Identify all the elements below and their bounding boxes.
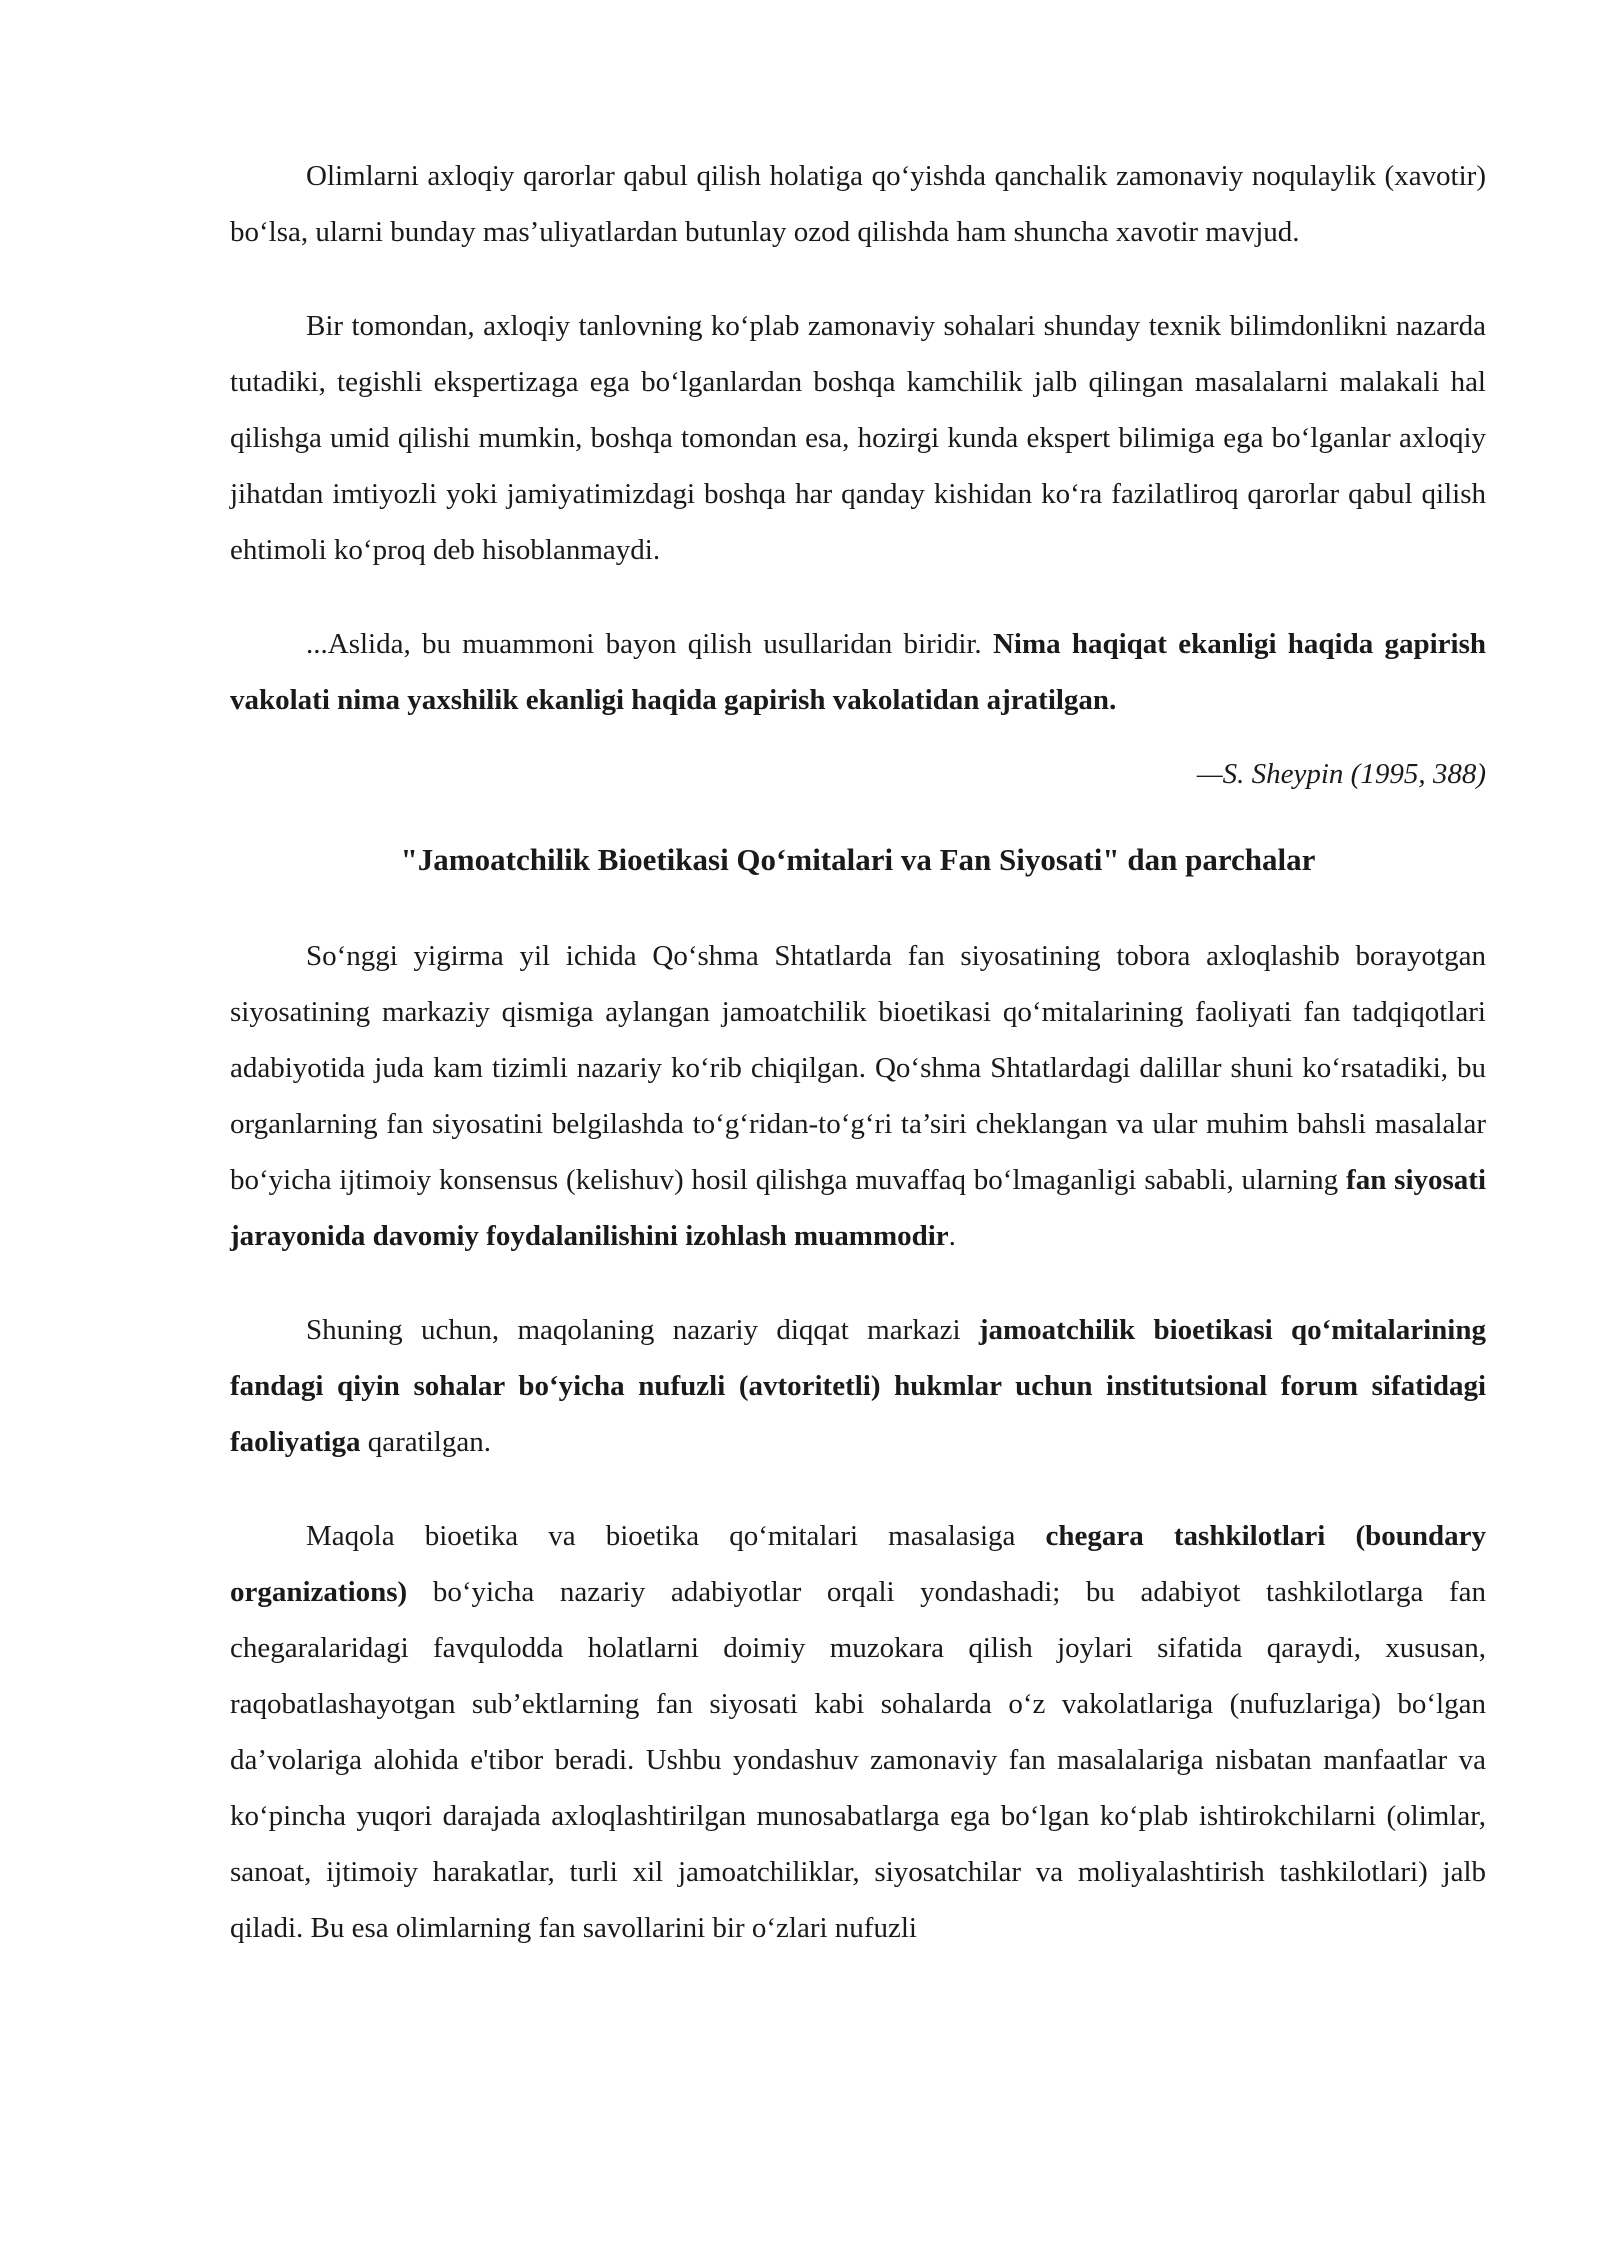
section-paragraph-1-text: So‘nggi yigirma yil ichida Qo‘shma Shtatlarda fan siyosatining tobora axloqlashib borayotgan siyosatining markaziy qismiga aylangan jamoatchilik bioetikasi qo‘mitalarining faoliyati fan tadqiqotlari adabiyotida juda kam tizimli nazariy ko‘rib chiqilgan. Qo‘shma Shtatlardagi dalillar shuni ko‘rsatadiki, bu organlarning fan siyosatini belgilashda to‘g‘ridan-to‘g‘ri ta’siri cheklangan va ular muhim bahsli masalalar bo‘yicha ijtimoiy konsensus (kelishuv) hosil qilishga muvaffaq bo‘lmaganligi sababli, ularning	[230, 940, 1486, 1196]
section-paragraph-3-bold-text: chegara tashkilotlari (boundary organizations)	[230, 1520, 1486, 1608]
paragraph-2-text: Bir tomondan, axloqiy tanlovning ko‘plab zamonaviy sohalari shunday texnik bilimdonlikni nazarda tutadiki, tegishli ekspertizaga ega bo‘lganlardan boshqa kamchilik jalb qilingan masalalarni malakali hal qilishga umid qilishi mumkin, boshqa tomondan esa, hozirgi kunda ekspert bilimiga ega bo‘lganlar axloqiy jihatdan imtiyozli yoki jamiyatimizdagi boshqa har qanday kishidan ko‘ra fazilatliroq qarorlar qabul qilish ehtimoli ko‘proq deb hisoblanmaydi.	[230, 310, 1486, 566]
paragraph-2	[230, 298, 1486, 578]
section-paragraph-1-end: .	[948, 1220, 956, 1252]
section-paragraph-3-text: Maqola bioetika va bioetika qo‘mitalari masalasiga	[306, 1520, 1046, 1552]
quote-attribution: —S. Sheypin (1995, 388)	[1196, 758, 1486, 790]
section-paragraph-2-bold-text: jamoatchilik bioetikasi qo‘mitalarining fandagi qiyin sohalar bo‘yicha nufuzli (avtoritetli) hukmlar uchun institutsional forum sifatidagi faoliyatiga	[230, 1314, 1486, 1458]
section-paragraph-2-end: qaratilgan.	[360, 1426, 491, 1458]
section-paragraph-1	[230, 928, 1486, 1264]
section-paragraph-3-end: bo‘yicha nazariy adabiyotlar orqali yondashadi; bu adabiyot tashkilotlarga fan chegaralaridagi favqulodda holatlarni doimiy muzokara qilish joylari sifatida qaraydi, xususan, raqobatlashayotgan sub’ektlarning fan siyosati kabi sohalarda o‘z vakolatlariga (nufuzlariga) bo‘lgan da’volariga alohida e'tibor beradi. Ushbu yondashuv zamonaviy fan masalalariga nisbatan manfaatlar va ko‘pincha yuqori darajada axloqlashtirilgan munosabatlarga ega bo‘lgan ko‘plab ishtirokchilarni (olimlar, sanoat, ijtimoiy harakatlar, turli xil jamoatchiliklar, siyosatchilar va moliyalashtirish tashkilotlari) jalb qiladi. Bu esa olimlarning fan savollarini bir o‘zlari nufuzli	[230, 1576, 1486, 1944]
section-paragraph-1-bold-text: fan siyosati jarayonida davomiy foydalanilishini izohlash muammodir	[230, 1164, 1486, 1252]
document-content	[230, 148, 1486, 1994]
paragraph-1	[230, 148, 1486, 260]
section-paragraph-2	[230, 1302, 1486, 1470]
section-heading: "Jamoatchilik Bioetikasi Qo‘mitalari va Fan Siyosati" dan parchalar	[400, 842, 1316, 877]
paragraph-1-text: Olimlarni axloqiy qarorlar qabul qilish holatiga qo‘yishda qanchalik zamonaviy noqulaylik (xavotir) bo‘lsa, ularni bunday mas’uliyatlardan butunlay ozod qilishda ham shuncha xavotir mavjud.	[230, 160, 1486, 248]
section-paragraph-2-text: Shuning uchun, maqolaning nazariy diqqat markazi	[306, 1314, 979, 1346]
paragraph-3-quote	[230, 616, 1486, 728]
paragraph-3-bold-text: Nima haqiqat ekanligi haqida gapirish vakolati nima yaxshilik ekanligi haqida gapirish vakolatidan ajratilgan.	[230, 628, 1486, 716]
section-paragraph-3	[230, 1508, 1486, 1956]
paragraph-3-text: ...Aslida, bu muammoni bayon qilish usullaridan biridir.	[306, 628, 993, 660]
